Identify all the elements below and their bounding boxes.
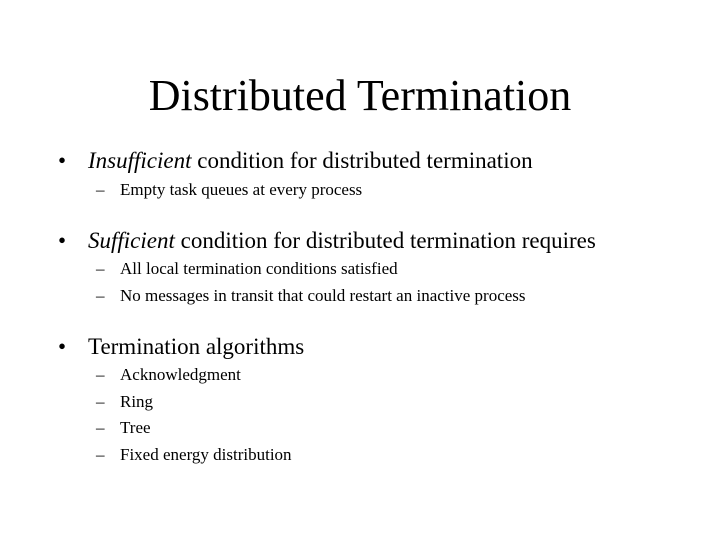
subitem-marker: – bbox=[96, 445, 105, 464]
subitem-text: Ring bbox=[120, 392, 154, 411]
subitem-marker: – bbox=[96, 259, 105, 278]
bullet-sufficient-condition bbox=[58, 227, 596, 255]
bullet-termination-algorithms bbox=[58, 333, 304, 361]
subitem-text: No messages in transit that could restart an inactive process bbox=[120, 286, 526, 305]
bullet-text: Termination algorithms bbox=[88, 334, 305, 359]
slide-title: Distributed Termination bbox=[148, 71, 572, 120]
subitem-text: All local termination conditions satisfied bbox=[120, 259, 398, 278]
bullet-insufficient-condition bbox=[58, 147, 533, 175]
subitem-acknowledgment bbox=[96, 364, 241, 386]
bullet-text: condition for distributed termination requires bbox=[174, 228, 596, 253]
subitem-marker: – bbox=[96, 365, 105, 384]
subitem-no-messages-in-transit bbox=[96, 285, 526, 307]
subitem-local-termination bbox=[96, 258, 398, 280]
subitem-text: Empty task queues at every process bbox=[120, 180, 363, 199]
subitem-text: Tree bbox=[120, 418, 151, 437]
subitem-tree bbox=[96, 417, 151, 439]
bullet-emphasis: Sufficient bbox=[88, 228, 175, 253]
subitem-fixed-energy-distribution bbox=[96, 444, 292, 466]
subitem-marker: – bbox=[96, 418, 105, 437]
subitem-text: Fixed energy distribution bbox=[120, 445, 292, 464]
subitem-text: Acknowledgment bbox=[120, 365, 241, 384]
bullet-marker: • bbox=[58, 148, 67, 173]
bullet-marker: • bbox=[58, 228, 67, 253]
subitem-ring bbox=[96, 391, 153, 413]
bullet-emphasis: Insufficient bbox=[88, 148, 192, 173]
subitem-marker: – bbox=[96, 392, 105, 411]
bullet-marker: • bbox=[58, 334, 67, 359]
subitem-marker: – bbox=[96, 180, 105, 199]
bullet-text: condition for distributed termination bbox=[191, 148, 533, 173]
subitem-empty-task-queues bbox=[96, 179, 362, 201]
subitem-marker: – bbox=[96, 286, 105, 305]
